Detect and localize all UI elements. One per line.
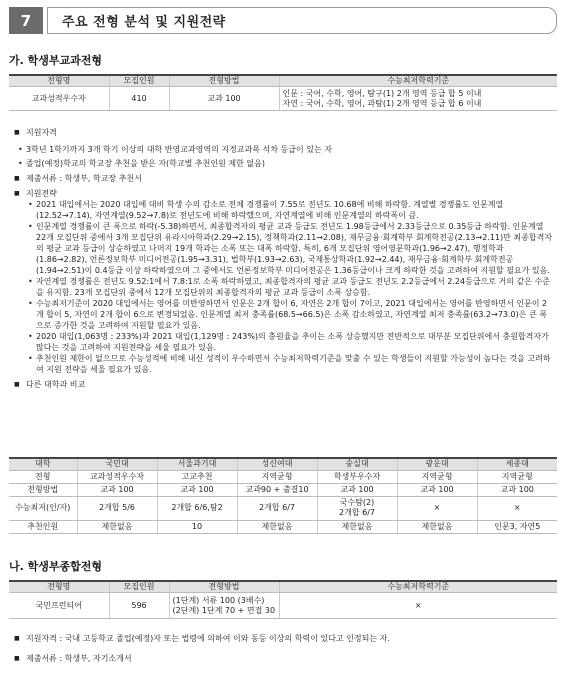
compare-header: 서울과기대 <box>157 458 237 470</box>
list-item: • 졸업(예정)학교의 학교장 추천을 받은 자(학교별 추천인원 제한 없음) <box>18 159 265 168</box>
list-item: • 자연계열 경쟁률은 전년도 9.52:1에서 7.8:1로 소폭 하락하였고, 최종합격자의 평균 교과 등급도 전년도 2.2등급에서 2.24등급으로 거의 같은 수준을 유지함. 23개 모집단위 중에서 12개 모집단위의 최종합격자의 평균 교과 등급이 소폭 상승함. <box>28 277 550 297</box>
compare-table <box>9 457 557 534</box>
section-title-box <box>47 7 557 34</box>
section-title: 주요 전형 분석 및 지원전략 <box>62 15 226 30</box>
col-header-method: 전형방법 <box>169 75 279 87</box>
list-item: • 2020 대입(1,063명 : 233%)과 2021 대입(1,129명 : 243%)의 충원율을 추이는 소폭 상승했지만 전반적으로 대부분 모집단위에서 충원합격자가 많다는 것을 고려하여 지원전략을 세울 필요가 있음. <box>28 332 549 352</box>
row-min-line: 인문 : 국어, 수학, 영어, 탐구(1) 2개 영역 등급 합 5 이내 <box>282 88 482 98</box>
col-header-name: 전형명 <box>9 75 109 87</box>
row-name: 국민프런티어 <box>9 593 109 619</box>
section-header <box>9 7 557 34</box>
table-row: 전형 교과성적우수자 고교추천 지역균형 학생부우수자 지역균형 지역균형 <box>9 470 557 483</box>
cell-line: 국수탐(2) <box>339 498 375 507</box>
list-item: • 수능최저기준이 2020 대입에서는 영어를 미반영하면서 인문은 2개 합이 6, 자연은 2개 합이 7이고, 2021 대입에서는 영어를 반영하면서 인문이 2개 합이 5, 자연이 2개 합이 6으로 변경되었음. 인문계열 최저 충족률(68.5→66.5)은 소폭 감소하였고, 자연계열 최저 충족률(63.2→73.0)은 큰 폭으로 증가한 것을 고려하여 지원할 필요가 있음. <box>28 299 548 330</box>
section-number: 7 <box>9 7 43 34</box>
col-header-min: 수능최저학력기준 <box>279 75 557 87</box>
bullet-compare: ■ 다른 대학과 비교 <box>14 380 86 389</box>
col-header-min: 수능최저학력기준 <box>279 581 557 593</box>
section-b-notes <box>14 630 554 664</box>
section-a-notes <box>14 124 554 390</box>
bullet-documents: ■ 제출서류 : 학생부, 자기소개서 <box>14 654 132 663</box>
square-bullet-icon: ■ <box>14 635 20 642</box>
square-bullet-icon: ■ <box>14 175 20 182</box>
row-count: 410 <box>109 87 169 111</box>
row-method: 교과 100 <box>169 87 279 111</box>
section-b-title: 나. 학생부종합전형 <box>9 560 103 573</box>
row-min <box>279 87 557 111</box>
compare-header: 성신여대 <box>237 458 317 470</box>
list-item: • 인문계열 경쟁률이 큰 폭으로 하락(-5.38)하면서, 최종합격자의 평균 교과 등급도 전년도 1.98등급에서 2.33등급으로 0.35등급 하락함. 인문계열 22개 모집단위 중에서 3개 모집단위 유라시아학과(2.29→2.15), 정책학과(2.11→2.08), 재무금융·회계학부 회계학전공(2.13→2.11)만 최종합격자의 평균 교과 등급이 상승하였고 나머지 19개 학과는 소폭 또는 대폭 하락함. 특히, 6개 모집단위 영어영문학과(1.96→2.47), 행정학과(1.86→2.82), 언론정보학부 미디어전공(1.95→3.31), 법학부(1.93→2.63), 국제통상학과(1.92→2.44), 재무금융·회계학부 회계학전공(1.94→2.51)이 0.4등급 이상 하락하였으며 그 중에서도 언론정보학부 미디어전공은 1.36등급이나 크게 하락한 것을 고려하여 지원할 필요가 있음. <box>28 222 553 275</box>
col-header-name: 전형명 <box>9 581 109 593</box>
compare-header: 대학 <box>9 458 77 470</box>
compare-header: 광운대 <box>397 458 477 470</box>
compare-header: 숭실대 <box>317 458 397 470</box>
row-method: (1단계) 서류 100 (3배수) (2단계) 1단계 70 + 면접 30 <box>169 593 279 619</box>
row-count: 596 <box>109 593 169 619</box>
list-item: • 3학년 1학기까지 3개 학기 이상의 대학 반영교과영역의 지정교과목 석차 등급이 있는 자 <box>18 145 332 154</box>
square-bullet-icon: ■ <box>14 129 20 136</box>
bullet-qualification: ■ 지원자격 <box>14 128 57 137</box>
row-min-line: 자연 : 국어, 수학, 영어, 과탐(1) 2개 영역 등급 합 6 이내 <box>282 98 482 108</box>
col-header-count: 모집인원 <box>109 75 169 87</box>
table-row: 수능최저(인/자) 2개합 5/6 2개합 6/6,탐2 2개합 6/7 국수탐(2) 2개합 6/7 × × <box>9 496 557 520</box>
section-a-title: 가. 학생부교과전형 <box>9 54 103 67</box>
compare-header: 국민대 <box>77 458 157 470</box>
list-item: • 추천인원 제한이 없으므로 수능성적에 비해 내신 성적이 우수하면서 수능최저학력기준을 맞출 수 있는 학생들이 지원할 가능성이 높다는 것을 고려하여 지원 전략을 세울 필요가 있음. <box>28 354 551 374</box>
square-bullet-icon: ■ <box>14 381 20 388</box>
compare-header: 세종대 <box>477 458 557 470</box>
row-min: × <box>279 593 557 619</box>
bullet-documents: ■ 제출서류 : 학생부, 학교장 추천서 <box>14 174 142 183</box>
bullet-qualification: ■ 지원자격 : 국내 고등학교 졸업(예정)자 또는 법령에 의하여 이와 동등 이상의 학력이 있다고 인정되는 자. <box>14 634 390 643</box>
section-b-table <box>9 580 557 619</box>
table-row: 전형방법 교과 100 교과 100 교과90 + 출결10 교과 100 교과 100 교과 100 <box>9 483 557 496</box>
table-row: 추천인원 제한없음 10 제한없음 제한없음 제한없음 인문3, 자연5 <box>9 520 557 533</box>
cell-line: 2개합 6/7 <box>339 508 375 517</box>
col-header-count: 모집인원 <box>109 581 169 593</box>
list-item: • 2021 대입에서는 2020 대입에 대비 학생 수의 감소로 전체 경쟁률이 7.55로 전년도 10.68에 비해 하락함. 계열별 경쟁률도 인문계열(12.52→7.14), 자연계열(9.52→7.8)로 전년도에 비해 하락했으며, 자연계열에 비해 인문계열의 하락폭이 큼. <box>28 200 504 220</box>
bullet-strategy: ■ 지원전략 <box>14 189 57 198</box>
col-header-method: 전형방법 <box>169 581 279 593</box>
square-bullet-icon: ■ <box>14 190 20 197</box>
multiline-cell <box>317 496 397 520</box>
section-a-table <box>9 74 557 111</box>
square-bullet-icon: ■ <box>14 655 20 662</box>
row-name: 교과성적우수자 <box>9 87 109 111</box>
strategy-list <box>14 199 554 375</box>
